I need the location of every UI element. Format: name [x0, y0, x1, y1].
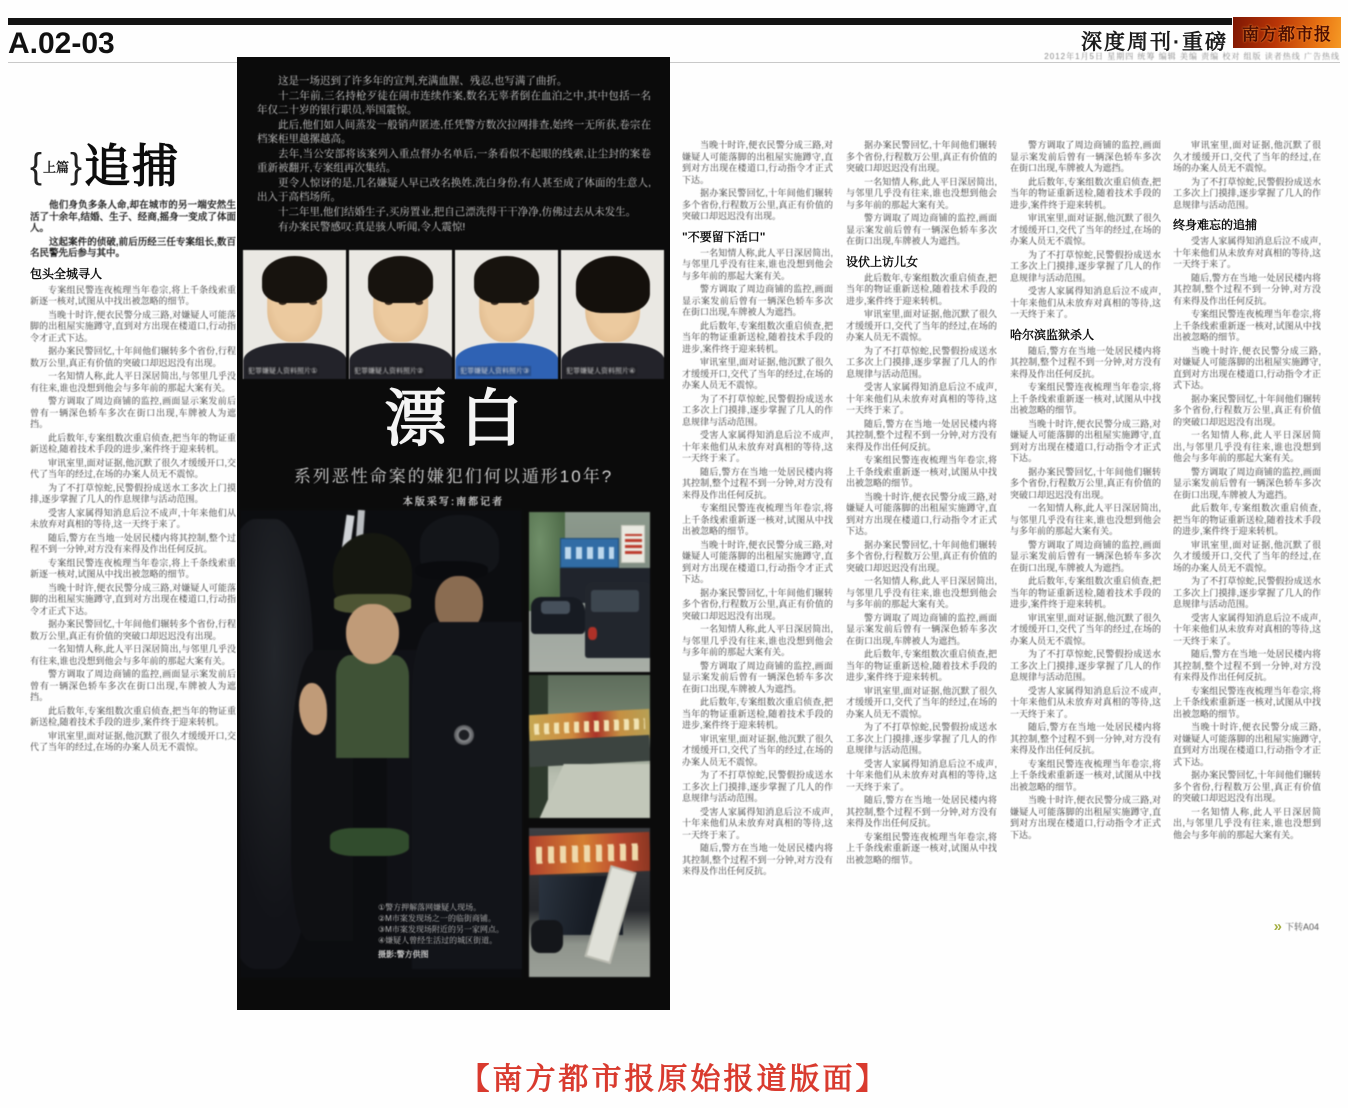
article-column-2	[682, 140, 833, 1008]
suspect-hair	[474, 256, 540, 302]
left-article-column	[30, 80, 236, 942]
lead-paragraphs: 他们身负多条人命,却在城市的另一端安然生活了十余年,结婚、生子、经商,摇身一变成了体面人。 这起案件的侦破,前后历经三任专案组长,数百名民警先后参与其中。	[30, 200, 236, 259]
edition-info-line: 2012年1月5日 星期四 统筹 编辑 美编 责编 校对 组版 读者热线 广告热线	[1044, 52, 1340, 61]
crosshead: 包头全城寻人	[30, 266, 103, 281]
article-column-4	[1010, 140, 1161, 933]
street-photo-2	[529, 675, 650, 818]
body-text: 一名知情人称,此人平日深居简出,与邻里几乎没有往来,谁也没想到他会与多年前的那起大案有关。 警方调取了周边商铺的监控,画面显示案发前后曾有一辆深色轿车多次在街口出现,车牌被人为遮挡。 此后数年,专案组数次重启侦查,把当年的物证重新送检,随着技术手段的进步,案件终于迎来转机。 审讯室里,面对证据,他沉默了很久才缓缓开口,交代了当年的经过,在场的办案人员无不震惊。 为了不打草惊蛇,民警假扮成送水工多次上门摸排,逐步掌握了几人的作息规律与活动范围。 受害人家属得知消息后泣不成声,十年来他们从未放弃对真相的等待,这一天终于来了。 随后,警方在当地一处居民楼内将其控制,整个过程不到一分钟,对方没有来得及作出任何反抗。 专案组民警连夜梳理当年卷宗,将上千条线索重新逐一核对,试图从中找出被忽略的细节。 当晚十时许,便衣民警分成三路,对嫌疑人可能落脚的出租屋实施蹲守,直到对方出现在楼道口,行动指令才正式下达。 据办案民警回忆,十年间他们辗转多个省份,行程数万公里,真正有价值的突破口却迟迟没有出现。 一名知情人称,此人平日深居简出,与邻里几乎没有往来,谁也没想到他会与多年前的那起大案有关。 警方调取了周边商铺的监控,画面显示案发前后曾有一辆深色轿车多次在街口出现,车牌被人为遮挡。 此后数年,专案组数次重启侦查,把当年的物证重新送检,随着技术手段的进步,案件终于迎来转机。 审讯室里,面对证据,他沉默了很久才缓缓开口,交代了当年的经过,在场的办案人员无不震惊。 为了不打草惊蛇,民警假扮成送水工多次上门摸排,逐步掌握了几人的作息规律与活动范围。 受害人家属得知消息后泣不成声,十年来他们从未放弃对真相的等待,这一天终于来了。 随后,警方在当地一处居民楼内将其控制,整个过程不到一分钟,对方没有来得及作出任何反抗。	[682, 247, 833, 876]
mugshot-photo-4	[561, 250, 664, 379]
suspect-hair	[262, 256, 328, 302]
mugshot-photo-2	[349, 250, 452, 379]
continuation-label: 下转A04	[1284, 922, 1319, 932]
masthead-text: 南方都市报	[1242, 25, 1332, 44]
mugshot-caption: 犯罪嫌疑人资料照片④	[566, 368, 636, 375]
sub-headline: 系列恶性命案的嫌犯们何以遁形10年?	[293, 467, 614, 486]
mugshot-caption: 犯罪嫌疑人资料照片①	[248, 368, 318, 375]
suspect-belt	[330, 828, 409, 856]
brace-close: }	[70, 145, 83, 186]
body-text: 专案组民警连夜梳理当年卷宗,将上千条线索重新逐一核对,试图从中找出被忽略的细节。 当晚十时许,便衣民警分成三路,对嫌疑人可能落脚的出租屋实施蹲守,直到对方出现在楼道口,行动指令才正式下达。 据办案民警回忆,十年间他们辗转多个省份,行程数万公里,真正有价值的突破口却迟迟没有出现。 一名知情人称,此人平日深居简出,与邻里几乎没有往来,谁也没想到他会与多年前的那起大案有关。 警方调取了周边商铺的监控,画面显示案发前后曾有一辆深色轿车多次在街口出现,车牌被人为遮挡。 此后数年,专案组数次重启侦查,把当年的物证重新送检,随着技术手段的进步,案件终于迎来转机。 审讯室里,面对证据,他沉默了很久才缓缓开口,交代了当年的经过,在场的办案人员无不震惊。 为了不打草惊蛇,民警假扮成送水工多次上门摸排,逐步掌握了几人的作息规律与活动范围。 受害人家属得知消息后泣不成声,十年来他们从未放弃对真相的等待,这一天终于来了。 随后,警方在当地一处居民楼内将其控制,整个过程不到一分钟,对方没有来得及作出任何反抗。 专案组民警连夜梳理当年卷宗,将上千条线索重新逐一核对,试图从中找出被忽略的细节。 当晚十时许,便衣民警分成三路,对嫌疑人可能落脚的出租屋实施蹲守,直到对方出现在楼道口,行动指令才正式下达。 据办案民警回忆,十年间他们辗转多个省份,行程数万公里,真正有价值的突破口却迟迟没有出现。 一名知情人称,此人平日深居简出,与邻里几乎没有往来,谁也没想到他会与多年前的那起大案有关。 警方调取了周边商铺的监控,画面显示案发前后曾有一辆深色轿车多次在街口出现,车牌被人为遮挡。 此后数年,专案组数次重启侦查,把当年的物证重新送检,随着技术手段的进步,案件终于迎来转机。 审讯室里,面对证据,他沉默了很久才缓缓开口,交代了当年的经过,在场的办案人员无不震惊。	[30, 284, 236, 752]
body-text: 受害人家属得知消息后泣不成声,十年来他们从未放弃对真相的等待,这一天终于来了。 随后,警方在当地一处居民楼内将其控制,整个过程不到一分钟,对方没有来得及作出任何反抗。 专案组民警连夜梳理当年卷宗,将上千条线索重新逐一核对,试图从中找出被忽略的细节。 当晚十时许,便衣民警分成三路,对嫌疑人可能落脚的出租屋实施蹲守,直到对方出现在楼道口,行动指令才正式下达。 据办案民警回忆,十年间他们辗转多个省份,行程数万公里,真正有价值的突破口却迟迟没有出现。 一名知情人称,此人平日深居简出,与邻里几乎没有往来,谁也没想到他会与多年前的那起大案有关。 警方调取了周边商铺的监控,画面显示案发前后曾有一辆深色轿车多次在街口出现,车牌被人为遮挡。 此后数年,专案组数次重启侦查,把当年的物证重新送检,随着技术手段的进步,案件终于迎来转机。 审讯室里,面对证据,他沉默了很久才缓缓开口,交代了当年的经过,在场的办案人员无不震惊。 为了不打草惊蛇,民警假扮成送水工多次上门摸排,逐步掌握了几人的作息规律与活动范围。 受害人家属得知消息后泣不成声,十年来他们从未放弃对真相的等待,这一天终于来了。 随后,警方在当地一处居民楼内将其控制,整个过程不到一分钟,对方没有来得及作出任何反抗。 专案组民警连夜梳理当年卷宗,将上千条线索重新逐一核对,试图从中找出被忽略的细节。 当晚十时许,便衣民警分成三路,对嫌疑人可能落脚的出租屋实施蹲守,直到对方出现在楼道口,行动指令才正式下达。 据办案民警回忆,十年间他们辗转多个省份,行程数万公里,真正有价值的突破口却迟迟没有出现。 一名知情人称,此人平日深居简出,与邻里几乎没有往来,谁也没想到他会与多年前的那起大案有关。	[1173, 236, 1321, 840]
photo-captions: ①警方押解落网嫌疑人现场。 ②M市案发现场之一的临街商铺。 ③M市案发现场附近的另一家网点。 ④嫌疑人曾经生活过的城区街道。 摄影:警方供图	[378, 903, 504, 959]
mugshot-strip	[243, 250, 664, 379]
street-photo-3	[529, 828, 650, 977]
crosshead: "不要留下活口"	[682, 229, 766, 244]
part-headline: 追捕	[84, 140, 181, 192]
suspect-hair	[575, 256, 649, 313]
mugshot-caption: 犯罪嫌疑人资料照片②	[354, 368, 424, 375]
body-text: 审讯室里,面对证据,他沉默了很久才缓缓开口,交代了当年的经过,在场的办案人员无不震惊。 为了不打草惊蛇,民警假扮成送水工多次上门摸排,逐步掌握了几人的作息规律与活动范围。	[1173, 140, 1321, 210]
storefront	[529, 735, 650, 767]
masthead-logo	[1233, 17, 1341, 48]
mugshot-photo-3	[455, 250, 558, 379]
red-shop-sign	[529, 832, 650, 875]
chevron-icon: »	[1273, 917, 1282, 935]
article-column-3	[846, 140, 997, 1008]
panel-intro-text: 这是一场迟到了许多年的宣判,充满血腥、残忍,也写满了曲折。 十二年前,三名持枪歹徒在闹市连续作案,数名无辜者倒在血泊之中,其中包括一名年仅二十岁的银行职员,举国震惊。 此后,他们如人间蒸发一般销声匿迹,任凭警方数次拉网排查,始终一无所获,卷宗在档案柜里越摞越高。 去年,当公安部将该案列入重点督办名单后,一条看似不起眼的线索,让尘封的案卷重新被翻开,专案组再次集结。 更令人惊讶的是,几名嫌疑人早已改名换姓,洗白身份,有人甚至成了体面的生意人,出入于高档场所。 十二年里,他们结婚生子,买房置业,把自己漂洗得干干净净,仿佛过去从未发生。 有办案民警感叹:真是骇人听闻,令人震惊!	[257, 75, 651, 233]
white-shop-sign	[621, 525, 645, 563]
body-text: 此后数年,专案组数次重启侦查,把当年的物证重新送检,随着技术手段的进步,案件终于迎来转机。 审讯室里,面对证据,他沉默了很久才缓缓开口,交代了当年的经过,在场的办案人员无不震惊。 为了不打草惊蛇,民警假扮成送水工多次上门摸排,逐步掌握了几人的作息规律与活动范围。 受害人家属得知消息后泣不成声,十年来他们从未放弃对真相的等待,这一天终于来了。 随后,警方在当地一处居民楼内将其控制,整个过程不到一分钟,对方没有来得及作出任何反抗。 专案组民警连夜梳理当年卷宗,将上千条线索重新逐一核对,试图从中找出被忽略的细节。 当晚十时许,便衣民警分成三路,对嫌疑人可能落脚的出租屋实施蹲守,直到对方出现在楼道口,行动指令才正式下达。 据办案民警回忆,十年间他们辗转多个省份,行程数万公里,真正有价值的突破口却迟迟没有出现。 一名知情人称,此人平日深居简出,与邻里几乎没有往来,谁也没想到他会与多年前的那起大案有关。 警方调取了周边商铺的监控,画面显示案发前后曾有一辆深色轿车多次在街口出现,车牌被人为遮挡。 此后数年,专案组数次重启侦查,把当年的物证重新送检,随着技术手段的进步,案件终于迎来转机。 审讯室里,面对证据,他沉默了很久才缓缓开口,交代了当年的经过,在场的办案人员无不震惊。 为了不打草惊蛇,民警假扮成送水工多次上门摸排,逐步掌握了几人的作息规律与活动范围。 受害人家属得知消息后泣不成声,十年来他们从未放弃对真相的等待,这一天终于来了。 随后,警方在当地一处居民楼内将其控制,整个过程不到一分钟,对方没有来得及作出任何反抗。 专案组民警连夜梳理当年卷宗,将上千条线索重新逐一核对,试图从中找出被忽略的细节。	[846, 272, 997, 865]
main-headline: 漂白	[384, 385, 537, 454]
taillight	[588, 627, 596, 640]
street-photo-1	[529, 512, 650, 672]
body-text: 随后,警方在当地一处居民楼内将其控制,整个过程不到一分钟,对方没有来得及作出任何反抗。 专案组民警连夜梳理当年卷宗,将上千条线索重新逐一核对,试图从中找出被忽略的细节。 当晚十时许,便衣民警分成三路,对嫌疑人可能落脚的出租屋实施蹲守,直到对方出现在楼道口,行动指令才正式下达。 据办案民警回忆,十年间他们辗转多个省份,行程数万公里,真正有价值的突破口却迟迟没有出现。 一名知情人称,此人平日深居简出,与邻里几乎没有往来,谁也没想到他会与多年前的那起大案有关。 警方调取了周边商铺的监控,画面显示案发前后曾有一辆深色轿车多次在街口出现,车牌被人为遮挡。 此后数年,专案组数次重启侦查,把当年的物证重新送检,随着技术手段的进步,案件终于迎来转机。 审讯室里,面对证据,他沉默了很久才缓缓开口,交代了当年的经过,在场的办案人员无不震惊。 为了不打草惊蛇,民警假扮成送水工多次上门摸排,逐步掌握了几人的作息规律与活动范围。 受害人家属得知消息后泣不成声,十年来他们从未放弃对真相的等待,这一天终于来了。 随后,警方在当地一处居民楼内将其控制,整个过程不到一分钟,对方没有来得及作出任何反抗。 专案组民警连夜梳理当年卷宗,将上千条线索重新逐一核对,试图从中找出被忽略的细节。 当晚十时许,便衣民警分成三路,对嫌疑人可能落脚的出租屋实施蹲守,直到对方出现在楼道口,行动指令才正式下达。	[1010, 345, 1161, 840]
body-text: 警方调取了周边商铺的监控,画面显示案发前后曾有一辆深色轿车多次在街口出现,车牌被人为遮挡。 此后数年,专案组数次重启侦查,把当年的物证重新送检,随着技术手段的进步,案件终于迎来转机。 审讯室里,面对证据,他沉默了很久才缓缓开口,交代了当年的经过,在场的办案人员无不震惊。 为了不打草惊蛇,民警假扮成送水工多次上门摸排,逐步掌握了几人的作息规律与活动范围。 受害人家属得知消息后泣不成声,十年来他们从未放弃对真相的等待,这一天终于来了。	[1010, 140, 1161, 319]
suspect-hair	[368, 256, 434, 302]
section-title: 深度周刊·重磅	[1081, 31, 1228, 54]
article-column-5	[1173, 140, 1321, 940]
feature-panel	[237, 57, 670, 1010]
body-text: 据办案民警回忆,十年间他们辗转多个省份,行程数万公里,真正有价值的突破口却迟迟没有出现。 一名知情人称,此人平日深居简出,与邻里几乎没有往来,谁也没想到他会与多年前的那起大案有关。 警方调取了周边商铺的监控,画面显示案发前后曾有一辆深色轿车多次在街口出现,车牌被人为遮挡。	[846, 140, 997, 246]
blue-shop-sign	[560, 538, 618, 568]
part-kicker: 上篇	[43, 159, 70, 175]
crosshead: 设伏上访儿女	[846, 254, 919, 269]
continuation-marker	[1273, 917, 1319, 935]
parked-sedan	[531, 597, 584, 634]
mugshot-photo-1	[243, 250, 346, 379]
sidewalk	[538, 764, 650, 818]
byline: 本版采写:南都记者	[402, 497, 505, 508]
crosshead: 终身难忘的追捕	[1173, 218, 1258, 232]
mugshot-caption: 犯罪嫌疑人资料照片③	[460, 368, 530, 375]
header-rule	[8, 18, 1232, 25]
suspect-green-shirt	[336, 655, 409, 758]
part-title	[30, 142, 236, 190]
parked-suv	[585, 582, 650, 657]
column-inner	[1173, 140, 1321, 915]
body-text: 当晚十时许,便衣民警分成三路,对嫌疑人可能落脚的出租屋实施蹲守,直到对方出现在楼道口,行动指令才正式下达。 据办案民警回忆,十年间他们辗转多个省份,行程数万公里,真正有价值的突破口却迟迟没有出现。	[682, 140, 833, 221]
header-divider	[8, 62, 1340, 63]
brace-open: {	[30, 145, 43, 186]
parked-bike	[531, 920, 562, 953]
crosshead: 哈尔滨监狱杀人	[1010, 327, 1095, 342]
page-number: A.02-03	[8, 27, 115, 60]
footer-caption: 【南方都市报原始报道版面】	[459, 1063, 889, 1096]
